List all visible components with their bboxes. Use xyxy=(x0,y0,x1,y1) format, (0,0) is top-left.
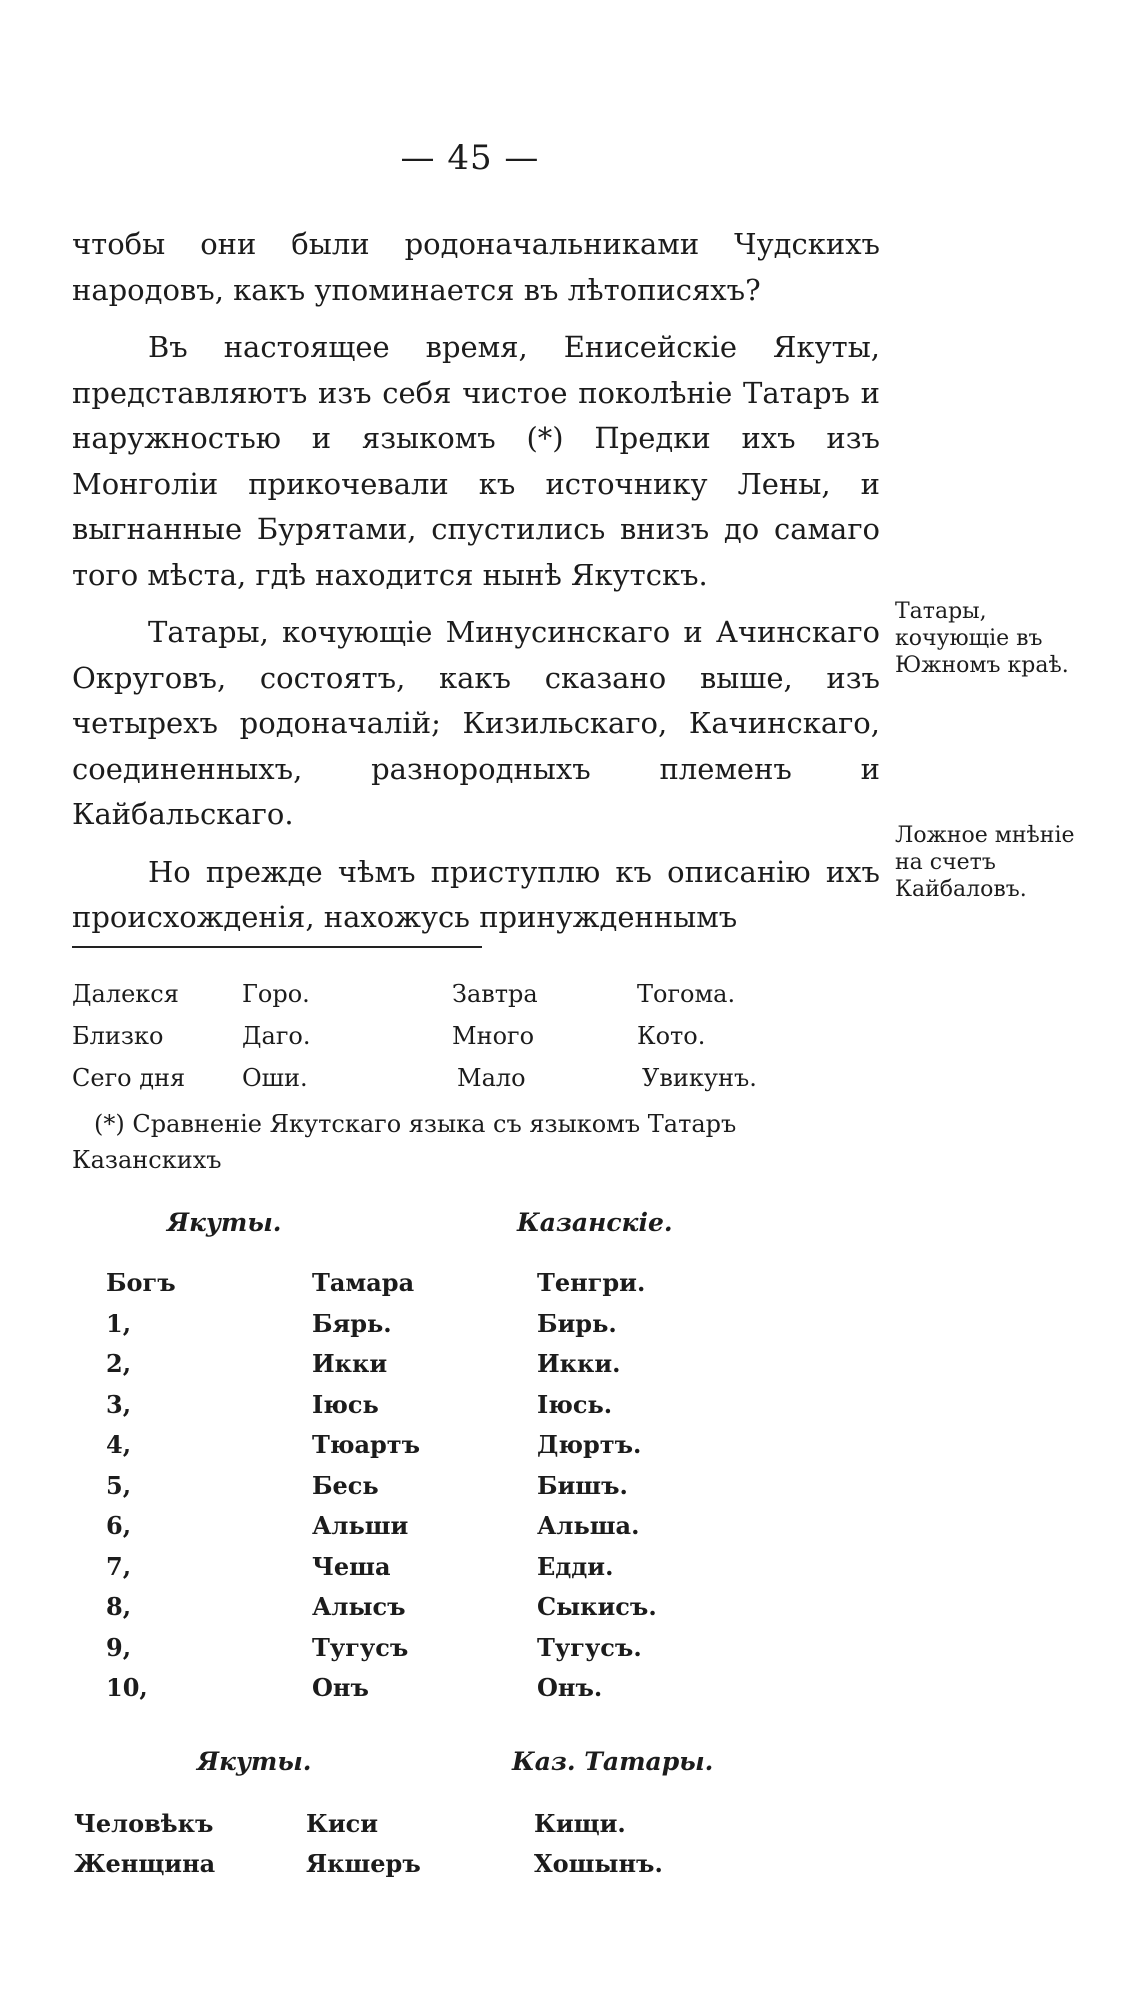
table-cell: 3, xyxy=(106,1389,132,1419)
table-cell: Дюртъ. xyxy=(537,1430,642,1459)
table-cell: Бирь. xyxy=(537,1308,617,1338)
paragraph-4: Но прежде чѣмъ приступлю къ описанію ихъ происхожденія, нахожусь принужденнымъ xyxy=(72,854,880,934)
column-header-kazan-tatars: Каз. Татары. xyxy=(512,1747,714,1776)
column-header-kazan: Казанскіе. xyxy=(517,1208,673,1237)
table-cell: 1, xyxy=(106,1308,132,1338)
table-cell: 8, xyxy=(106,1592,132,1621)
table-cell: Кищи. xyxy=(534,1809,626,1838)
table-cell: Оши. xyxy=(242,1064,308,1092)
table-row xyxy=(72,1430,892,1466)
table-cell: Даго. xyxy=(242,1022,311,1050)
table-row xyxy=(72,1022,892,1062)
table-cell: 7, xyxy=(106,1551,132,1581)
table-cell: Икки xyxy=(312,1349,388,1378)
table-cell: Тенгри. xyxy=(537,1268,646,1297)
table-cell: Тогома. xyxy=(637,980,736,1008)
table-row xyxy=(72,1552,892,1588)
table-cell: 2, xyxy=(106,1349,132,1378)
margin-note-1: Татары, кочующіе въ Южномъ краѣ. xyxy=(895,599,1069,678)
table-cell: Богъ xyxy=(106,1268,176,1297)
table-cell: Чеша xyxy=(312,1551,391,1581)
table-cell: Якшеръ xyxy=(306,1849,421,1878)
table-cell: Человѣкъ xyxy=(74,1809,214,1838)
table-cell: Кото. xyxy=(637,1022,706,1050)
footnote-word-table xyxy=(72,980,892,1106)
table-cell: Хошынъ. xyxy=(534,1849,663,1878)
table-cell: Сего дня xyxy=(72,1064,186,1092)
table-row xyxy=(72,1592,892,1628)
table-cell: Киси xyxy=(306,1809,379,1838)
table-cell: Бярь. xyxy=(312,1308,392,1338)
page-number: — 45 — xyxy=(400,138,540,178)
table-cell: Алысъ xyxy=(312,1592,406,1621)
main-text xyxy=(72,222,880,953)
table-cell: Бишъ. xyxy=(537,1470,628,1500)
table-cell: Альши xyxy=(312,1511,409,1540)
table-row xyxy=(72,1268,892,1304)
table-row xyxy=(72,980,892,1020)
table-cell: 10, xyxy=(106,1673,148,1702)
table-row xyxy=(72,1849,892,1885)
margin-note-2: Ложное мнѣніе на счетъ Кайбаловъ. xyxy=(895,823,1075,902)
footnote-rule xyxy=(72,946,482,948)
table-cell: Завтра xyxy=(452,980,538,1008)
table-cell: Бесь xyxy=(312,1470,379,1500)
table-row xyxy=(72,1809,892,1845)
paragraph-2: Въ настоящее время, Енисейскіе Якуты, представляютъ изъ себя чистое поколѣніе Татаръ и наружностью и языкомъ (*) Предки ихъ изъ Монголіи прикочевали къ источнику Лены, и выгнанные Бурятами, спустились внизъ до самаго того мѣста, гдѣ находится нынѣ Якутскъ. xyxy=(72,330,880,592)
table-cell: Сыкисъ. xyxy=(537,1592,657,1621)
table-cell: Горо. xyxy=(242,980,310,1008)
table-cell: Альша. xyxy=(537,1511,640,1540)
table-cell: Тамара xyxy=(312,1268,415,1297)
table-cell: 6, xyxy=(106,1511,132,1540)
table-row xyxy=(72,1390,892,1426)
table-row xyxy=(72,1511,892,1547)
table-row xyxy=(72,1064,892,1104)
table-cell: Іюсь xyxy=(312,1389,379,1419)
table-cell: Едди. xyxy=(537,1551,614,1581)
column-header-yakuts: Якуты. xyxy=(197,1747,312,1776)
table-cell: Тугусъ. xyxy=(537,1632,642,1662)
table-row xyxy=(72,1349,892,1385)
table-row xyxy=(72,1673,892,1709)
table-cell: Іюсь. xyxy=(537,1389,613,1419)
paragraph-1: чтобы они были родоначальниками Чудскихъ народовъ, какъ упоминается въ лѣтописяхъ? xyxy=(72,227,880,307)
column-header-yakuts: Якуты. xyxy=(167,1208,282,1237)
table-cell: Много xyxy=(452,1022,535,1050)
table-cell: 5, xyxy=(106,1470,132,1500)
table-cell: Тюартъ xyxy=(312,1430,421,1459)
table-row xyxy=(72,1633,892,1669)
table-cell: Увикунъ. xyxy=(642,1064,757,1092)
footnote xyxy=(72,980,892,1178)
table-cell: 4, xyxy=(106,1430,132,1459)
table-row xyxy=(72,1309,892,1345)
table-cell: Онъ xyxy=(312,1673,369,1702)
table-cell: Икки. xyxy=(537,1349,621,1378)
table-cell: Онъ. xyxy=(537,1673,603,1702)
table-cell: Близко xyxy=(72,1022,164,1050)
table-cell: Далекся xyxy=(72,980,179,1008)
table-cell: Тугусъ xyxy=(312,1632,409,1662)
table-row xyxy=(72,1471,892,1507)
table-cell: Женщина xyxy=(74,1849,216,1878)
table-cell: Мало xyxy=(457,1064,526,1092)
table-cell: 9, xyxy=(106,1632,132,1662)
paragraph-3: Татары, кочующіе Минусинскаго и Ачинскаго Округовъ, состоятъ, какъ сказано выше, изъ четырехъ родоначалій; Кизильскаго, Качинскаго, соединенныхъ, разнородныхъ племенъ и Кайбальскаго. xyxy=(72,615,880,831)
footnote-text: (*) Сравненіе Якутскаго языка съ языкомъ Татаръ Казанскихъ xyxy=(72,1110,737,1174)
